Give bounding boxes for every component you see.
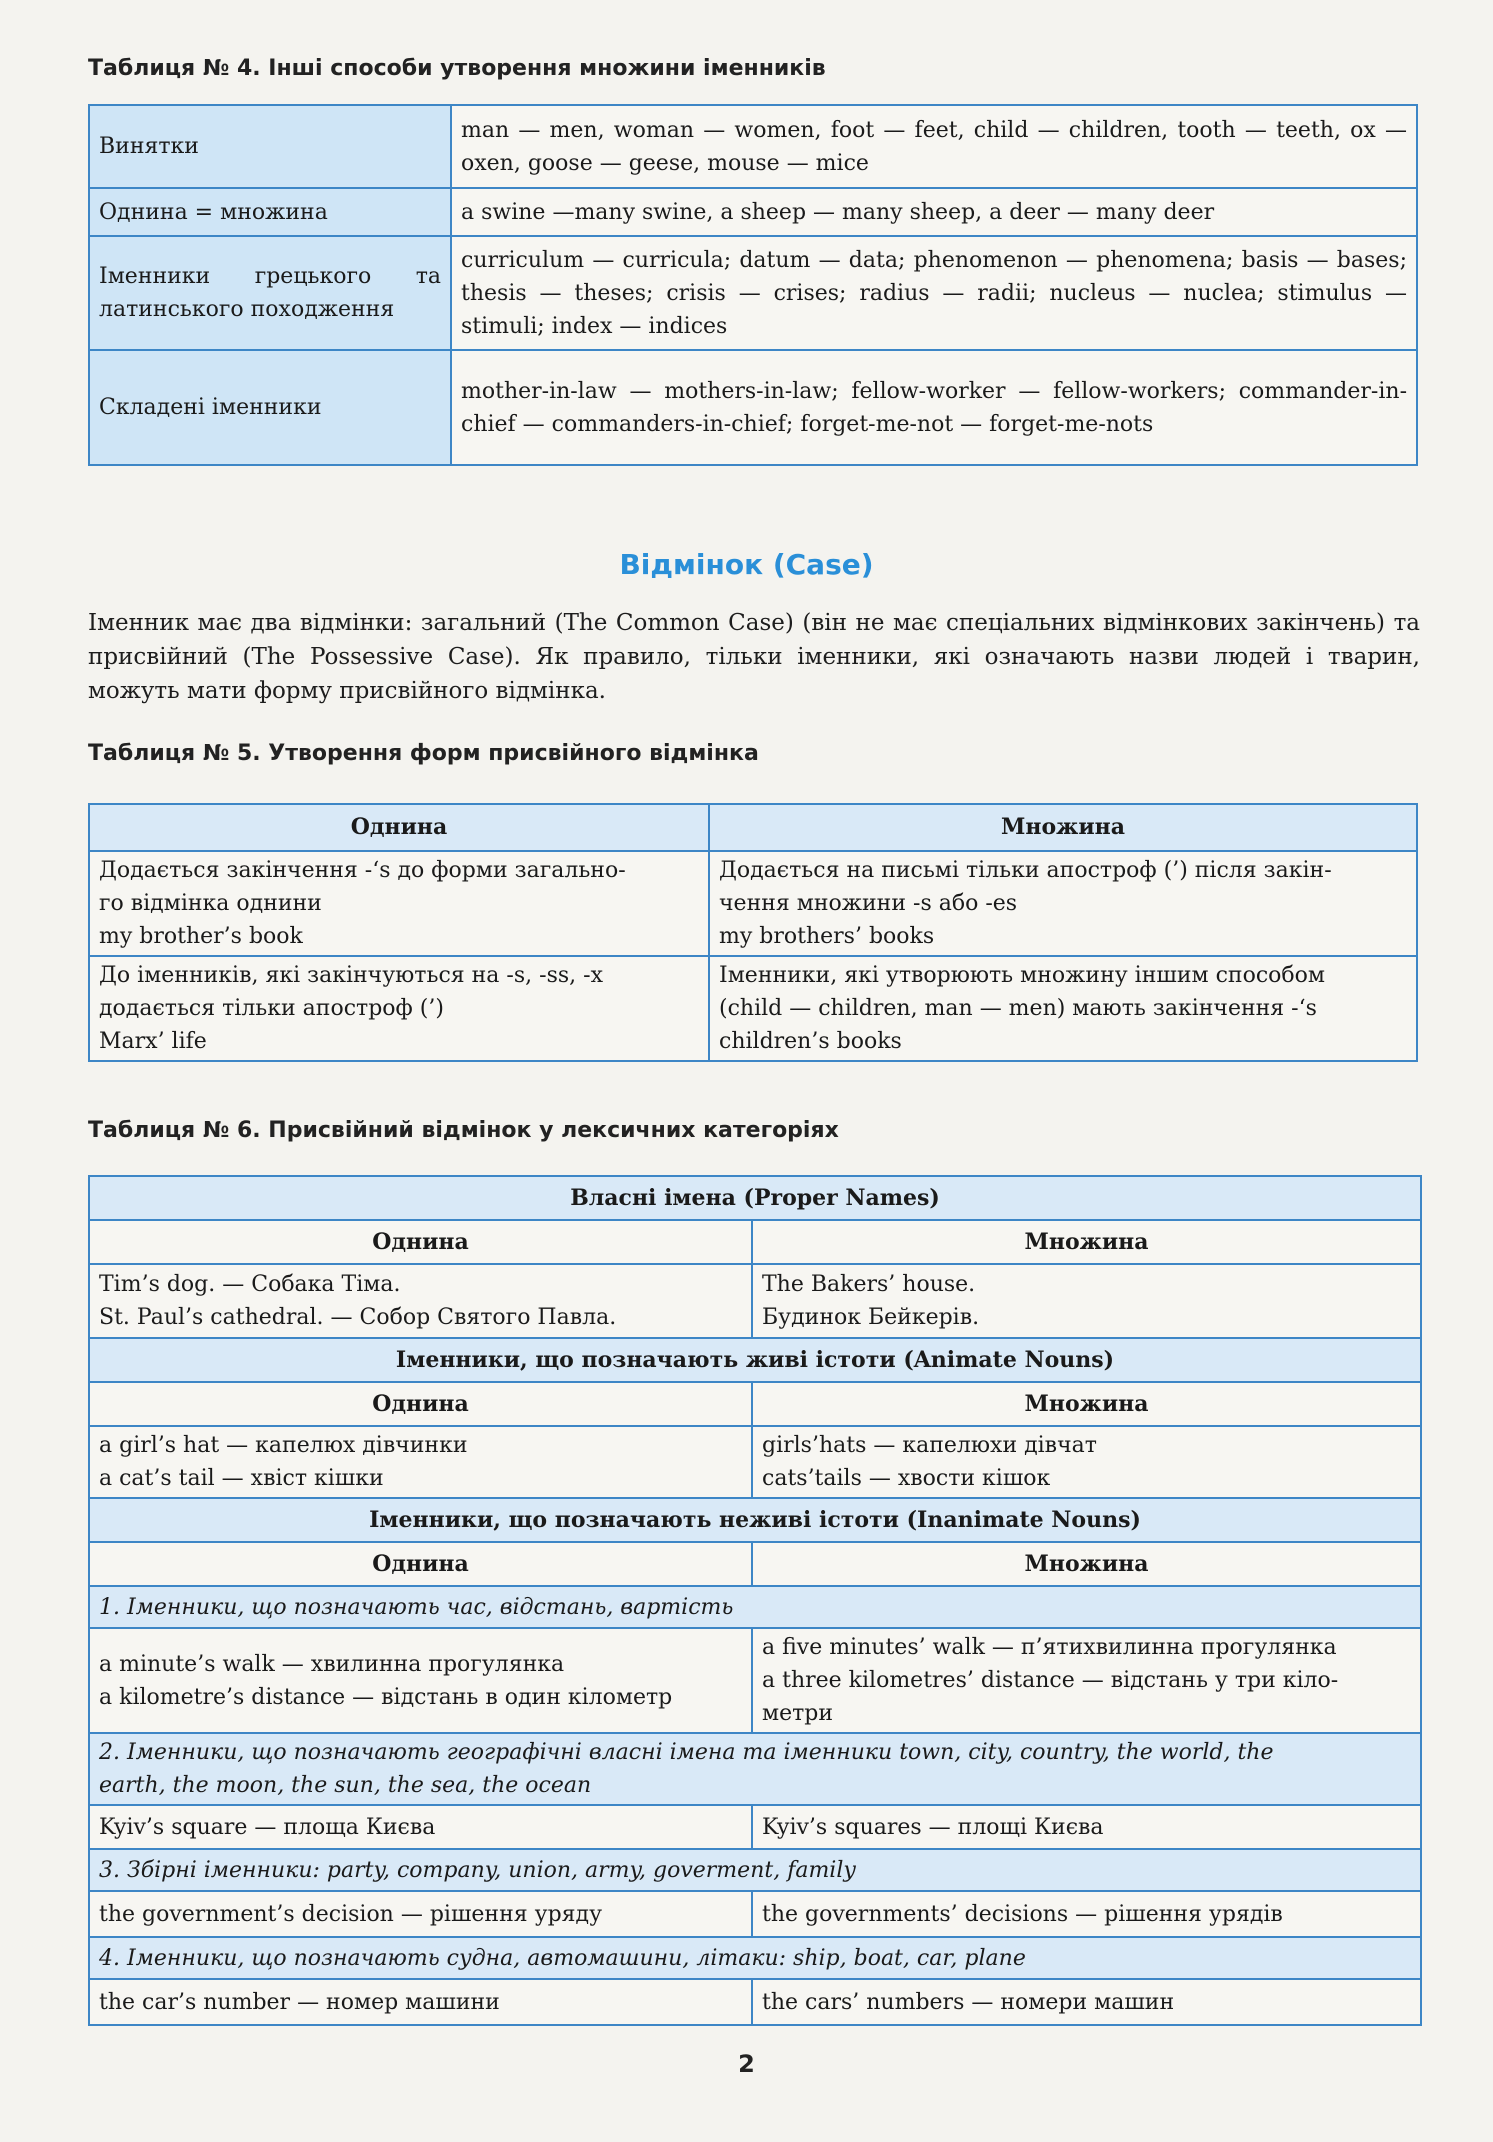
cell-line: cats’tails — хвости кішок	[762, 1466, 1051, 1491]
table-row	[89, 1628, 1421, 1733]
cell-line: children’s books	[719, 1029, 902, 1054]
cell-line: my brothers’ books	[719, 924, 935, 949]
cell-singular	[89, 1264, 752, 1338]
table-header-row	[89, 804, 1417, 851]
cell-line: my brother’s book	[99, 924, 303, 949]
column-header-plural: Множина	[752, 1542, 1421, 1586]
table-row	[89, 1426, 1421, 1498]
group-title-row	[89, 1586, 1421, 1628]
cell-line: St. Paul’s cathedral. — Собор Святого Павла.	[99, 1305, 617, 1330]
table6-caption: Таблиця № 6. Присвійний відмінок у лексичних категоріях	[88, 1118, 839, 1143]
cell-singular	[89, 956, 709, 1061]
section-heading: Відмінок (Case)	[619, 548, 874, 581]
group-title	[89, 1733, 1421, 1805]
table4	[88, 104, 1418, 466]
row-label: Винятки	[89, 105, 451, 188]
row-text: a swine —many swine, a sheep — many sheep, a deer — many deer	[451, 188, 1417, 236]
cell-singular: the car’s number — номер машини	[89, 1979, 752, 2025]
cell-line: (child — children, man — men) мають закінчення -‘s	[719, 996, 1317, 1021]
cell-plural	[709, 851, 1417, 956]
column-header-singular: Однина	[89, 1382, 752, 1426]
cell-line: a minute’s walk — хвилинна прогулянка	[99, 1651, 565, 1677]
animate-nouns-header: Іменники, що позначають живі істоти (Animate Nouns)	[89, 1338, 1421, 1382]
cell-line: Додається на письмі тільки апостроф (’) після закін-	[719, 858, 1332, 883]
column-header-singular: Однина	[89, 804, 709, 851]
cell-plural: Kyiv’s squares — площі Києва	[752, 1805, 1421, 1849]
table-row	[89, 105, 1417, 188]
row-text: man — men, woman — women, foot — feet, child — children, tooth — teeth, ox — oxen, goose — geese, mouse — mice	[451, 105, 1417, 188]
table-row	[89, 1979, 1421, 2025]
cell-plural: the governments’ decisions — рішення урядів	[752, 1891, 1421, 1937]
table-row	[89, 188, 1417, 236]
table6	[88, 1175, 1422, 2026]
group-title: 3. Збірні іменники: party, company, union, army, goverment, family	[89, 1849, 1421, 1891]
row-label-line: Іменники грецького та	[99, 264, 441, 289]
row-text: mother-in-law — mothers-in-law; fellow-worker — fellow-workers; commander-in-chief — commanders-in-chief; forget-me-not — forget-me-nots	[451, 350, 1417, 465]
table-header-row	[89, 1382, 1421, 1426]
cell-line: The Bakers’ house.	[762, 1272, 976, 1297]
table-row	[89, 851, 1417, 956]
table-header-row	[89, 1542, 1421, 1586]
row-label	[89, 236, 451, 350]
cell-line: додається тільки апостроф (’)	[99, 996, 444, 1021]
table-row	[89, 1805, 1421, 1849]
cell-line: a cat’s tail — хвіст кішки	[99, 1466, 384, 1491]
table-header-row	[89, 1220, 1421, 1264]
cell-line: Іменники, які утворюють множину іншим способом	[719, 963, 1325, 988]
section-header-row	[89, 1498, 1421, 1542]
cell-singular: Kyiv’s square — площа Києва	[89, 1805, 752, 1849]
table-row	[89, 956, 1417, 1061]
section-header-row	[89, 1338, 1421, 1382]
row-label: Однина = множина	[89, 188, 451, 236]
cell-line: го відмінка однини	[99, 891, 322, 916]
table4-caption: Таблиця № 4. Інші способи утворення множини іменників	[88, 56, 826, 81]
cell-line: Tim’s dog. — Собака Тіма.	[99, 1272, 401, 1297]
cell-line: Будинок Бейкерів.	[762, 1305, 980, 1330]
group-title: 4. Іменники, що позначають судна, автомашини, літаки: ship, boat, car, plane	[89, 1937, 1421, 1979]
group-title-row	[89, 1733, 1421, 1805]
inanimate-nouns-header: Іменники, що позначають неживі істоти (Inanimate Nouns)	[89, 1498, 1421, 1542]
page-number: 2	[738, 2050, 755, 2078]
cell-line: a kilometre’s distance — відстань в один кілометр	[99, 1684, 673, 1710]
cell-plural: the cars’ numbers — номери машин	[752, 1979, 1421, 2025]
cell-line: До іменників, які закінчуються на -s, -ss, -x	[99, 963, 603, 988]
cell-line: Додається закінчення -‘s до форми загально-	[99, 858, 626, 883]
cell-plural	[752, 1264, 1421, 1338]
cell-line: a girl’s hat — капелюх дівчинки	[99, 1433, 468, 1458]
cell-plural	[752, 1426, 1421, 1498]
row-label-line: латинського походження	[99, 297, 395, 322]
group-title-line: earth, the moon, the sun, the sea, the ocean	[99, 1773, 592, 1798]
section-paragraph: Іменник має два відмінки: загальний (The Common Case) (він не має спеціальних відмінкових закінчень) та присвійний (The Possessive Case). Як правило, тільки іменники, які означають назви людей і тварин, можуть мати форму присвійного відмінка.	[88, 610, 1420, 704]
cell-line: girls’hats — капелюхи дівчат	[762, 1433, 1097, 1458]
cell-line: метри	[762, 1701, 834, 1726]
column-header-plural: Множина	[752, 1220, 1421, 1264]
row-text: curriculum — curricula; datum — data; phenomenon — phenomena; basis — bases; thesis — theses; crisis — crises; radius — radii; nucleus — nuclea; stimulus — stimuli; index — indices	[451, 236, 1417, 350]
column-header-plural: Множина	[709, 804, 1417, 851]
group-title: 1. Іменники, що позначають час, відстань, вартість	[89, 1586, 1421, 1628]
table5	[88, 803, 1418, 1062]
table-row	[89, 1891, 1421, 1937]
group-title-row	[89, 1849, 1421, 1891]
proper-names-header: Власні імена (Proper Names)	[89, 1176, 1421, 1220]
section-header-row	[89, 1176, 1421, 1220]
group-title-row	[89, 1937, 1421, 1979]
cell-singular	[89, 1426, 752, 1498]
table-row	[89, 236, 1417, 350]
cell-singular: the government’s decision — рішення уряду	[89, 1891, 752, 1937]
cell-plural	[752, 1628, 1421, 1733]
cell-line: чення множини -s або -es	[719, 891, 1018, 916]
table-row	[89, 1264, 1421, 1338]
cell-singular	[89, 1628, 752, 1733]
group-title-line: 2. Іменники, що позначають географічні власні імена та іменники town, city, country, the world, the	[99, 1740, 1274, 1765]
cell-line: a three kilometres’ distance — відстань у три кіло-	[762, 1668, 1339, 1693]
column-header-plural: Множина	[752, 1382, 1421, 1426]
row-label: Складені іменники	[89, 350, 451, 465]
cell-plural	[709, 956, 1417, 1061]
cell-line: a five minutes’ walk — п’ятихвилинна прогулянка	[762, 1635, 1337, 1660]
cell-singular	[89, 851, 709, 956]
column-header-singular: Однина	[89, 1542, 752, 1586]
column-header-singular: Однина	[89, 1220, 752, 1264]
table5-caption: Таблиця № 5. Утворення форм присвійного відмінка	[88, 741, 759, 766]
table-row	[89, 350, 1417, 465]
cell-line: Marx’ life	[99, 1029, 207, 1054]
